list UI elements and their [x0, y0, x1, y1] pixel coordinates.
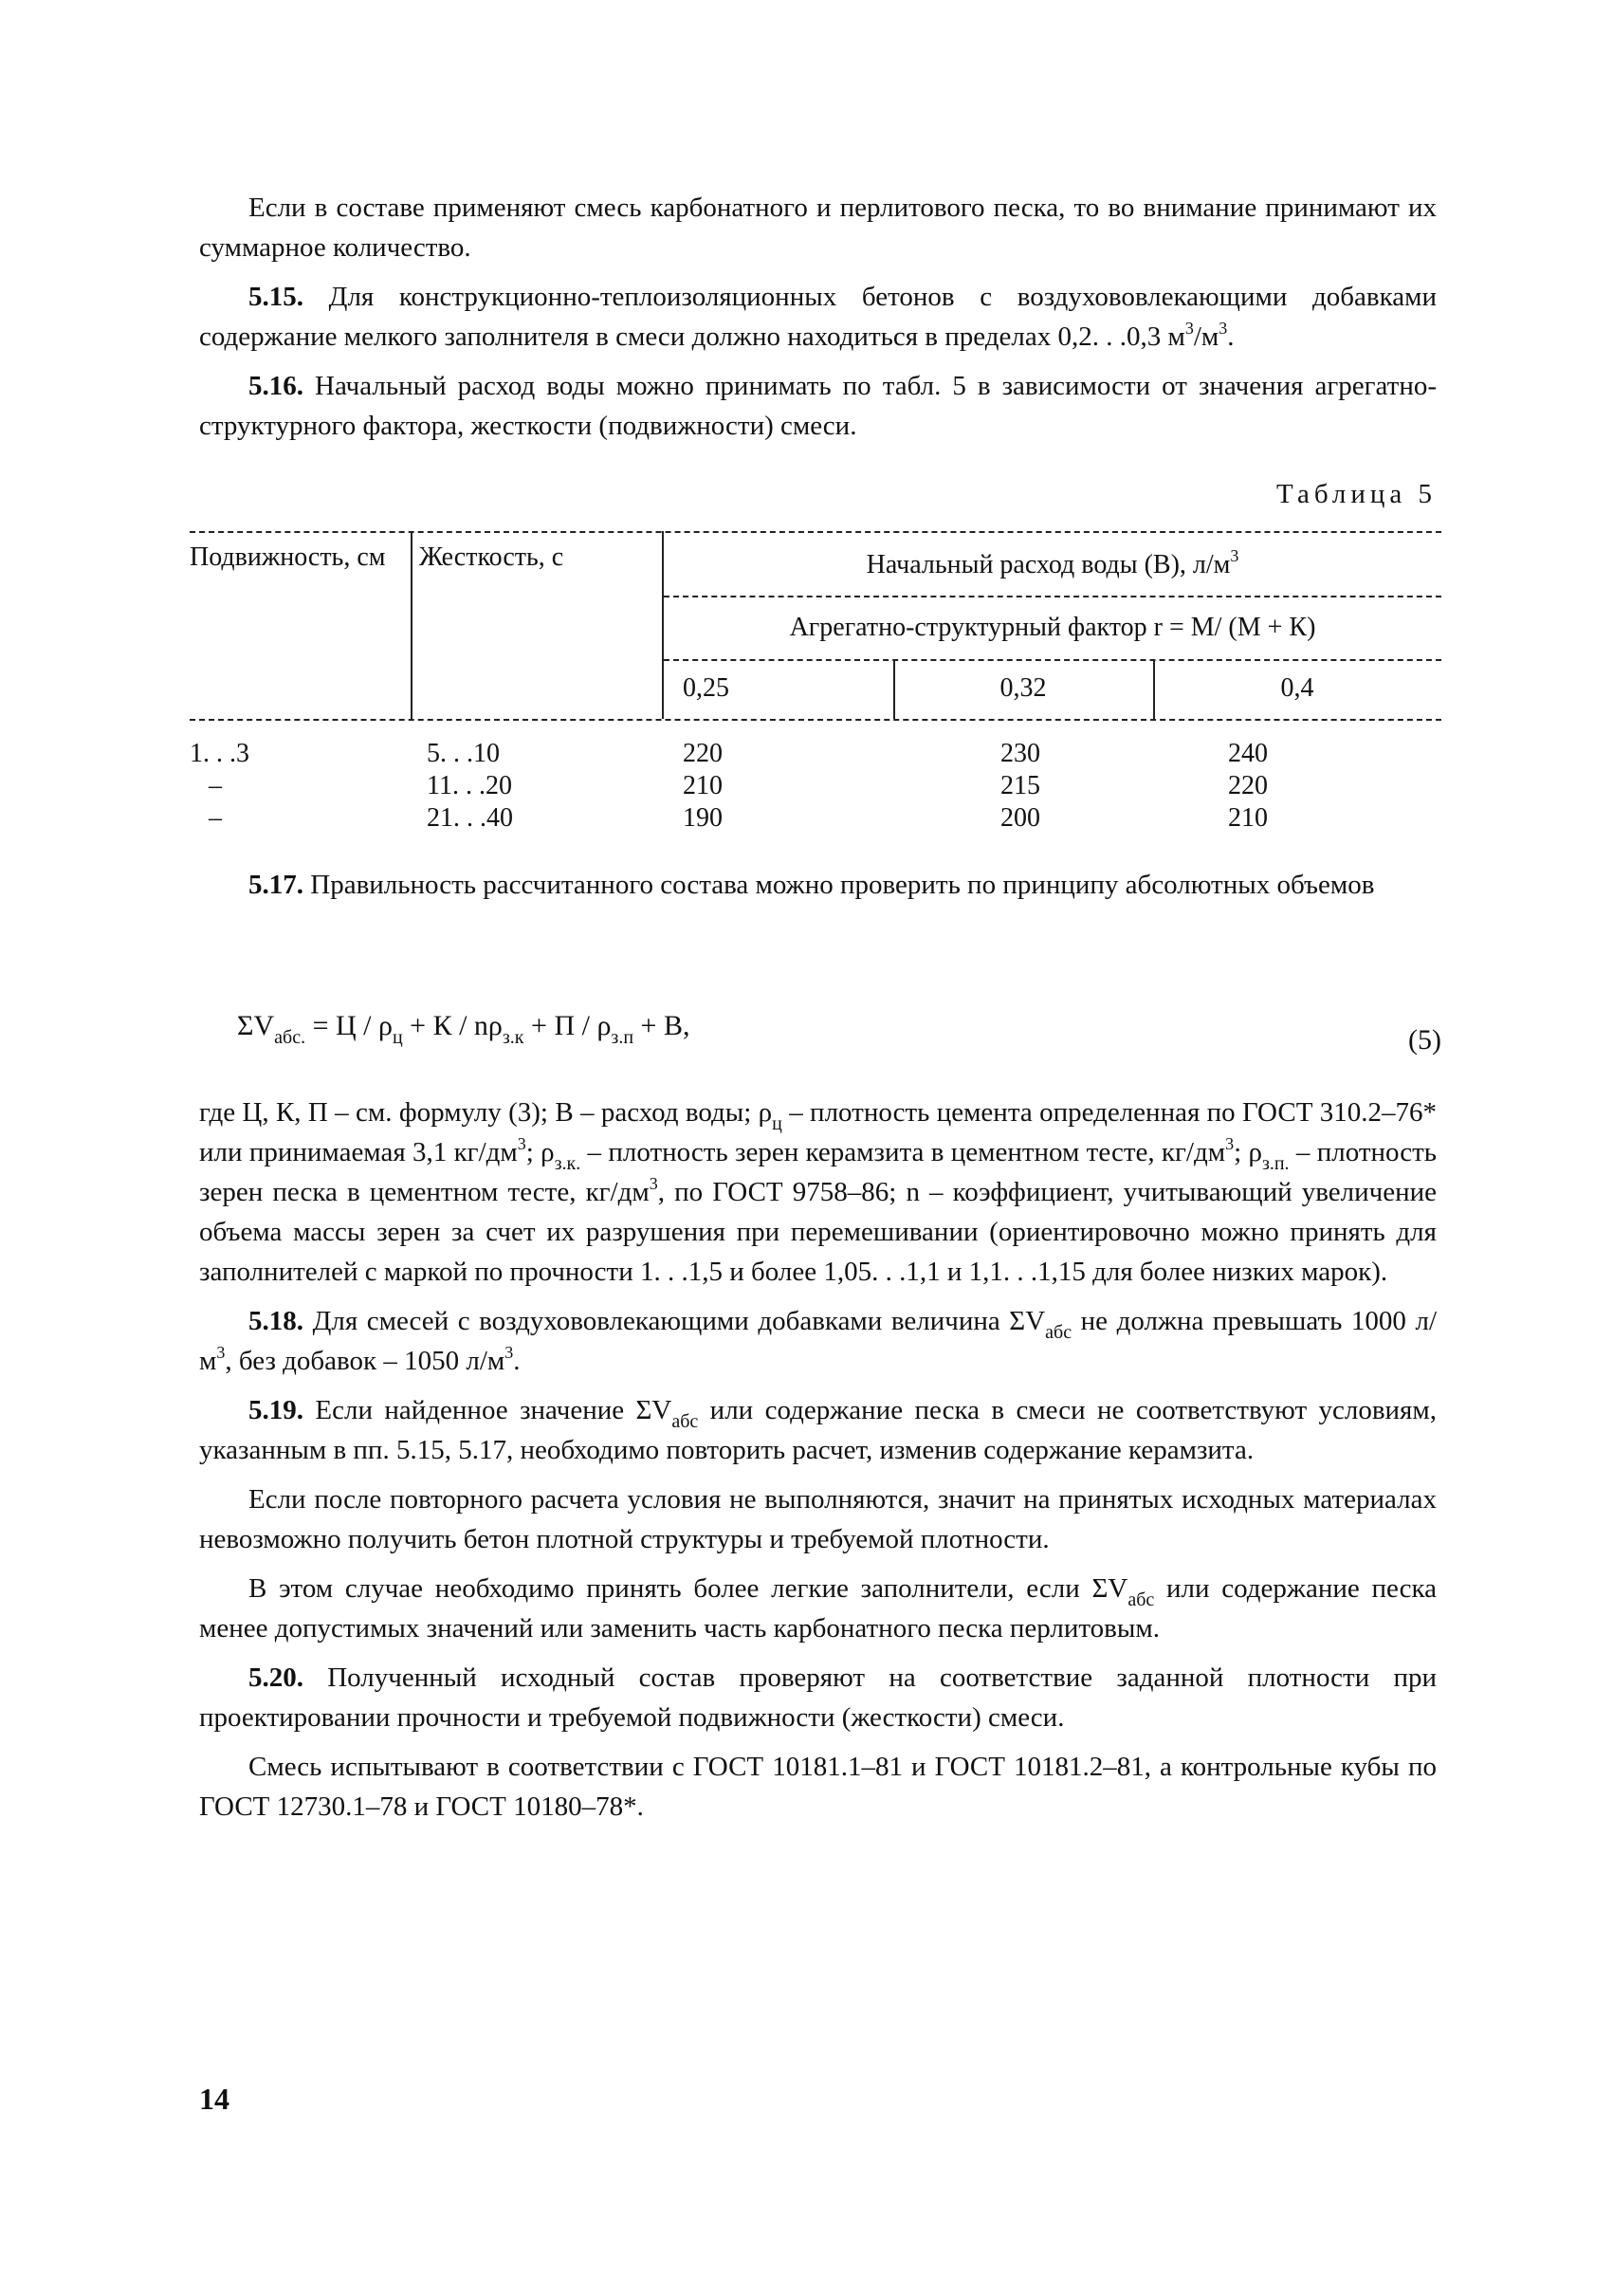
text-part: , без добавок – 1050 л/м [225, 1346, 505, 1376]
clause-number: 5.16. [248, 371, 303, 401]
formula-expression [237, 1010, 690, 1048]
paragraph-5-17 [199, 865, 1437, 905]
paragraph-5-15 [199, 277, 1437, 357]
factor-header: 0,25 [683, 673, 729, 703]
formula-part: = Ц / ρ [305, 1010, 393, 1041]
subscript: з.п [611, 1027, 634, 1048]
subscript: з.п. [1261, 1153, 1290, 1174]
factor-header: 0,4 [1280, 673, 1314, 703]
formula-5 [237, 1005, 1441, 1062]
stiffness-cell: 11. . .20 [427, 771, 512, 800]
clause-number: 5.15. [248, 282, 303, 312]
clause-text: Правильность рассчитанного состава можно проверить по принципу абсолютных объемов [310, 870, 1375, 900]
text-part: – плотность зерен керамзита в цементном тесте, кг/дм [580, 1137, 1226, 1167]
formula-part: + П / ρ [523, 1010, 612, 1041]
paragraph-5-20 [199, 1658, 1437, 1737]
subscript: з.к [502, 1027, 524, 1048]
table-top-rule [190, 531, 1441, 533]
text-part: не должна превышать 1000 л/м [199, 1306, 1437, 1376]
subscript: з.к. [554, 1153, 581, 1174]
table-rule [664, 659, 1441, 661]
superscript: 3 [1219, 319, 1228, 338]
subscript: абс [671, 1411, 699, 1432]
value-cell: 230 [1000, 739, 1040, 768]
paragraph-5-19-continued: Если после повторного расчета условия не выполняются, значит на принятых исходных материалах невозможно получить бетон плотной структуры и требуемой плотности. [199, 1484, 1437, 1554]
table-header-bottom-rule [190, 719, 1441, 721]
superscript: 3 [649, 1174, 658, 1193]
stiffness-cell: 21. . .40 [427, 803, 513, 833]
subscript: абс. [274, 1027, 306, 1048]
superscript: 3 [1225, 1134, 1235, 1153]
clause-number: 5.20. [248, 1662, 303, 1693]
text-part: . [513, 1346, 521, 1376]
text-part: – плотность зерен песка в цементном тесте, кг/дм [199, 1137, 1438, 1207]
paragraph-5-19-case [199, 1569, 1437, 1648]
page-number: 14 [199, 2082, 229, 2116]
superscript: 3 [1184, 319, 1194, 338]
paragraph-5-20-testing: Смесь испытывают в соответствии с ГОСТ 10181.1–81 и ГОСТ 10181.2–81, а контрольные кубы по ГОСТ 12730.1–78 и ГОСТ 10180–78*. [199, 1752, 1437, 1822]
column-header-structural-factor: Агрегатно-структурный фактор r = М/ (М + К) [789, 613, 1316, 642]
intro-paragraph: Если в составе применяют смесь карбонатного и перлитового песка, то во внимание принимают их суммарное количество. [199, 193, 1437, 263]
text-part: В этом случае необходимо принять более легкие заполнители, если ΣV [248, 1573, 1128, 1604]
value-cell: 210 [683, 771, 723, 800]
value-cell: 200 [1000, 803, 1040, 833]
lower-text-block [199, 1093, 1437, 1827]
clause-text: /м [1193, 321, 1219, 352]
subscript: абс [1127, 1589, 1155, 1610]
mobility-cell: – [209, 803, 222, 833]
value-cell: 215 [1000, 771, 1040, 800]
formula-explanation [199, 1093, 1437, 1292]
text-part: ; ρ [525, 1137, 555, 1167]
mobility-cell: 1. . .3 [190, 739, 249, 768]
value-cell: 210 [1228, 803, 1268, 833]
superscript: 3 [216, 1343, 226, 1362]
paragraph-5-16 [199, 366, 1437, 446]
value-cell: 220 [1228, 771, 1268, 800]
formula-part: + В, [633, 1010, 690, 1041]
table-rule [664, 596, 1441, 597]
paragraph-5-19 [199, 1390, 1437, 1470]
text-part: – плотность цемента определенная по ГОСТ 310.2–76* или принимаемая 3,1 кг/дм [199, 1097, 1437, 1167]
text-part: или содержание песка менее допустимых значений или заменить часть карбонатного песка перлитовым. [199, 1573, 1438, 1644]
text-part: ; ρ [1234, 1137, 1262, 1167]
table-5 [190, 531, 1441, 854]
paragraph-5-18 [199, 1301, 1437, 1381]
value-cell: 190 [683, 803, 723, 833]
text-block-5-17 [199, 865, 1437, 905]
superscript: 3 [1230, 546, 1239, 565]
column-header-mobility: Подвижность, см [190, 542, 386, 572]
subscript: ц [772, 1113, 782, 1134]
formula-part: ΣV [237, 1010, 275, 1041]
column-header-water-consumption [664, 546, 1441, 580]
formula-part: + К / nρ [402, 1010, 503, 1041]
column-header-stiffness: Жесткость, с [419, 542, 564, 572]
table-column-rule [411, 531, 412, 719]
header-text: Начальный расход воды (В), л/м [866, 550, 1231, 579]
subscript: ц [392, 1027, 403, 1048]
text-part: или содержание песка в смеси не соответствуют условиям, указанным в пп. 5.15, 5.17, необходимо повторить расчет, изменив содержание керамзита. [199, 1395, 1438, 1465]
clause-text: . [1227, 321, 1235, 352]
clause-text: Полученный исходный состав проверяют на соответствие заданной плотности при проектировании прочности и требуемой подвижности (жесткости) смеси. [199, 1662, 1437, 1733]
clause-text: Начальный расход воды можно принимать по табл. 5 в зависимости от значения агрегатно-структурного фактора, жесткости (подвижности) смеси. [199, 371, 1437, 441]
clause-number: 5.18. [248, 1306, 303, 1336]
clause-text: Для конструкционно-теплоизоляционных бетонов с воздухововлекающими добавками содержание мелкого заполнителя в смеси должно находиться в пределах 0,2. . .0,3 м [199, 282, 1438, 352]
superscript: 3 [504, 1343, 514, 1362]
value-cell: 240 [1228, 739, 1268, 768]
text-part: , по ГОСТ 9758–86; n – коэффициент, учитывающий увеличение объема массы зерен за счет их разрушения при перемешивании (ориентировочно можно принять для заполнителей с маркой по прочности 1. . .1,5 и более 1,05. . .1,1 и 1,1. . .1,15 для более низких марок). [199, 1177, 1438, 1287]
text-part: Для смесей с воздухововлекающими добавками величина ΣV [312, 1306, 1046, 1336]
formula-number: (5) [1408, 1024, 1441, 1056]
text-part: Если найденное значение ΣV [315, 1395, 672, 1425]
text-part: где Ц, К, П – см. формулу (3); В – расход воды; ρ [199, 1097, 773, 1128]
value-cell: 220 [683, 739, 723, 768]
clause-number: 5.17. [248, 870, 303, 900]
clause-number: 5.19. [248, 1395, 303, 1425]
superscript: 3 [517, 1134, 526, 1153]
table-caption: Таблица 5 [1275, 479, 1437, 509]
factor-header: 0,32 [999, 673, 1047, 703]
stiffness-cell: 5. . .10 [427, 739, 500, 768]
mobility-cell: – [209, 771, 222, 800]
subscript: абс [1045, 1322, 1072, 1343]
upper-text-block [199, 188, 1437, 446]
